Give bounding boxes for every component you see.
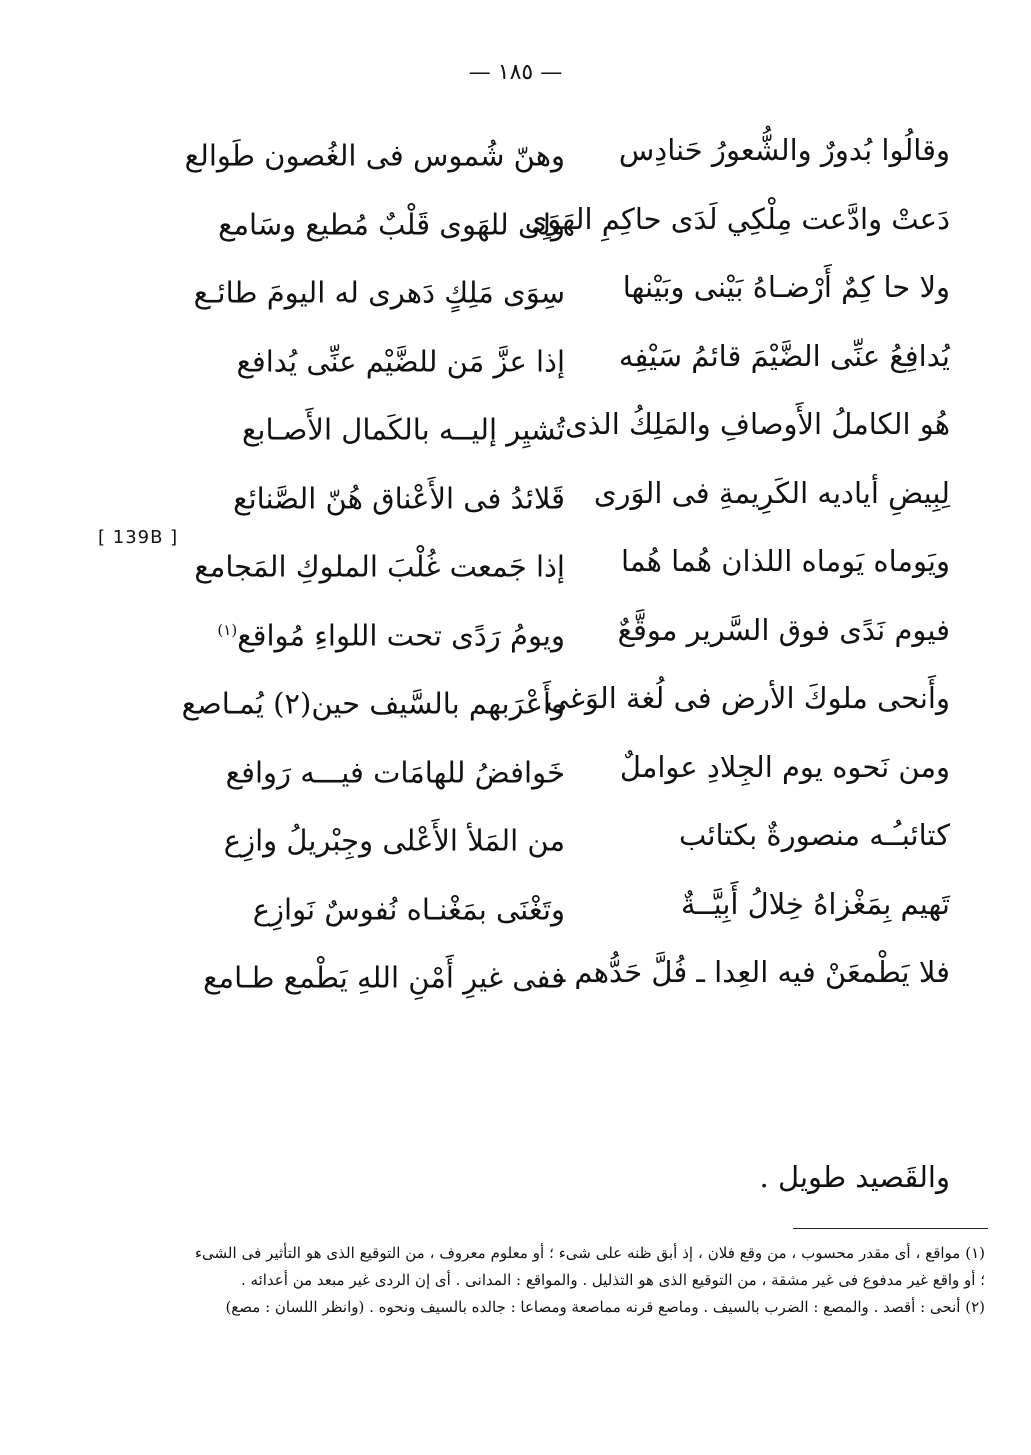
verse-line	[223, 803, 950, 872]
verse-line	[230, 324, 950, 393]
verse-first-hemistich: دَعتْ وادَّعت مِلْكِي لَدَى حاكِمِ الهَوَى	[524, 201, 950, 236]
verse-first-hemistich: هُو الكاملُ الأَوصافِ والمَلِكُ الذى	[564, 407, 950, 441]
verse-second-hemistich: تُشيِر إليــه بالكَمال الأَصـابع	[241, 412, 565, 447]
verse-first-hemistich: ومن نَحوه يوم الجِلادِ عواملٌ	[619, 749, 950, 784]
verse-second-hemistich: ففى غيرِ أَمْنِ اللهِ يَطْمع طـامع	[203, 960, 565, 995]
verse-line	[225, 735, 950, 804]
verse-line	[230, 872, 950, 941]
verse-second-hemistich: وهنّ شُموس فى الغُصون طَوالع	[184, 138, 565, 173]
verse-first-hemistich: يُدافِعُ عنِّى الضَّيْمَ قائمُ سَيْفِه	[618, 338, 950, 373]
verse-second-hemistich: ويومُ رَدًى تحت اللواءِ مُواقع$^{(١)}$	[217, 618, 565, 653]
footnotes	[195, 1240, 985, 1321]
verse-first-hemistich: كتائبـُـه منصورةٌ بكتائب	[678, 818, 950, 852]
verse-first-hemistich: وقالُوا بُدورٌ والشُّعورُ حَنادِس	[618, 133, 950, 167]
page-number: — ١٨٥ —	[468, 60, 563, 85]
footnote-text: (١) مواقع ، أى مقدر محسوب ، من وقع فلان ، إذ أبق ظنه على شىء ؛ أو معلوم معروف ، من التوقيع الذى هو التأثير فى الشىء ؛ أو واقع غير مدفوع فى غير مشقة ، من التوقيع الذى هو التذليل . والمواقع : المدانى . أى إن الردى غير مبعد من أعدائه .	[195, 1244, 985, 1289]
verse-second-hemistich: سِوَى مَلِكٍ دَهرى له اليومَ طائـع	[193, 275, 565, 310]
poem-verses	[181, 118, 950, 1009]
verse-first-hemistich: فلا يَطْمعَنْ فيه العِدا ـ فُلَّ حَدُّهم ـ	[556, 955, 950, 989]
manuscript-folio-reference: [ 139B ]	[98, 527, 179, 548]
verse-second-hemistich: قَلائدُ فى الأَعْناق هُنّ الصَّنائع	[233, 481, 565, 516]
verse-first-hemistich: فيوم نَدًى فوق السَّرير موقَّعٌ	[617, 612, 950, 647]
closing-remark: والقَصيد طويل .	[759, 1160, 950, 1194]
verse-second-hemistich: خَوافضُ للهامَات فيـــه رَوافع	[225, 755, 565, 790]
footnote-text: (٢) أنحى : أقصد . والمصع : الضرب بالسيف . وماصع قرنه مماصعة ومصاعا : جالده بالسيف ونحوه . (وانظر اللسان : مصع)	[225, 1298, 985, 1316]
verse-second-hemistich: إذا جَمعت غُلْبَ الملوكِ المَجامع	[194, 549, 565, 584]
footnote-divider	[793, 1228, 988, 1229]
verse-first-hemistich: وأَنحى ملوكَ الأرض فى لُغة الوَغى	[545, 681, 950, 715]
verse-line	[194, 529, 950, 598]
verse-line	[230, 392, 950, 461]
verse-first-hemistich: ويَوماه يَوماه اللذان هُما هُما	[621, 544, 950, 578]
footnote-marker: (١)	[217, 620, 238, 639]
verse-line	[184, 118, 950, 187]
footnote-1	[195, 1240, 985, 1294]
verse-first-hemistich: لِبِيضِ أياديه الكَرِيمةِ فى الوَرى	[593, 475, 950, 510]
verse-line	[218, 187, 950, 256]
verse-line	[193, 255, 950, 324]
verse-first-hemistich: تَهيم بِمَغْزاهُ خِلالُ أَبِيَّــةٌ	[681, 886, 950, 921]
footnote-2	[195, 1294, 985, 1321]
verse-second-hemistich: وأَعْرَبهم بالسَّيف حين(٢) يُمـاصع	[181, 686, 565, 721]
verse-second-hemistich: إذا عزَّ مَن للضَّيْم عنِّى يُدافع	[236, 344, 565, 379]
verse-second-hemistich: وتَغْنَى بمَغْنـاه نُفوسٌ نَوازِع	[252, 892, 565, 927]
verse-line	[217, 598, 950, 667]
verse-line	[203, 940, 950, 1009]
verse-second-hemistich: ولِى للهَوى قَلْبٌ مُطيع وسَامع	[218, 207, 565, 242]
verse-line	[230, 461, 950, 530]
verse-first-hemistich: ولا حا كِمٌ أَرْضـاهُ بَيْنى وبَيْنها	[622, 270, 950, 304]
verse-second-hemistich: من المَلأ الأَعْلى وجِبْريلُ وازِع	[223, 823, 565, 858]
verse-line	[181, 666, 950, 735]
